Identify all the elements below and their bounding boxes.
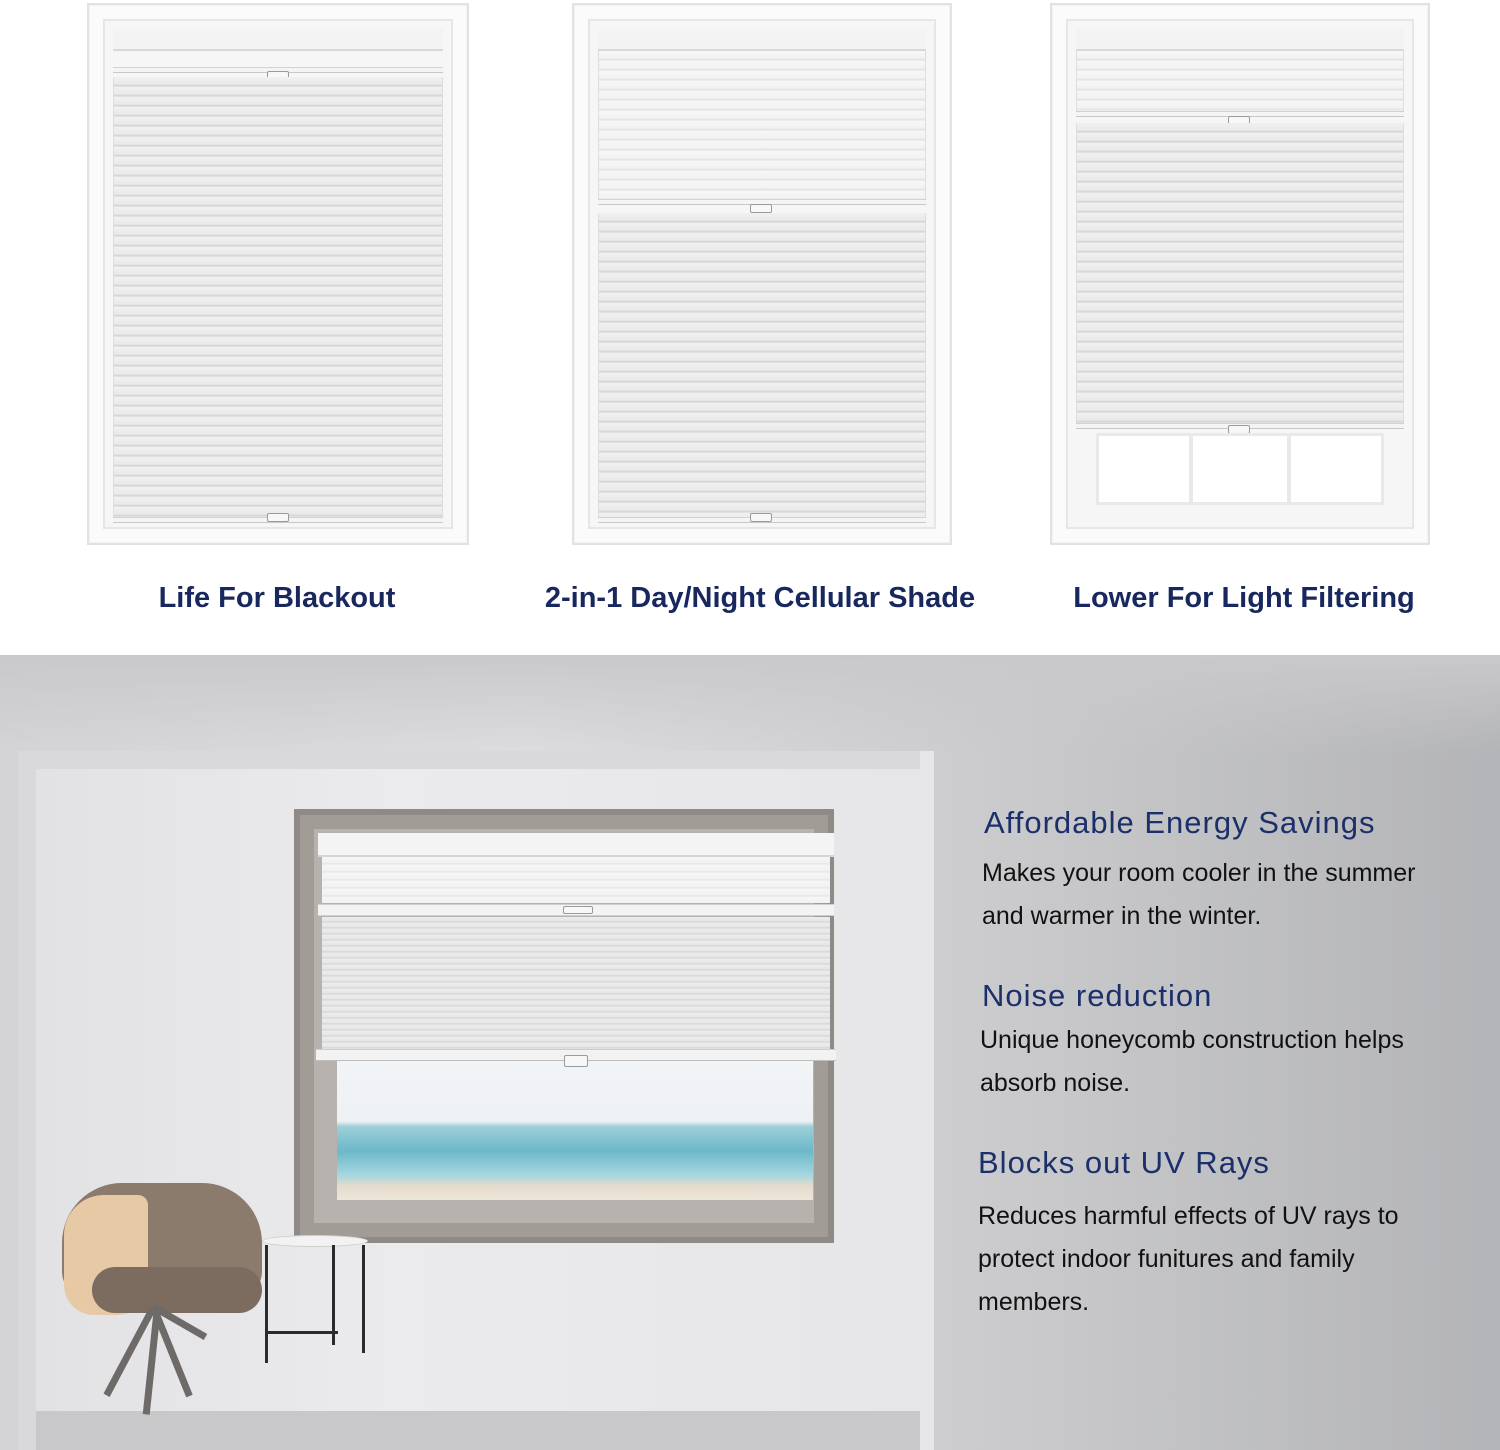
- room-scene: [0, 655, 1500, 1450]
- feature-body-energy: Makes your room cooler in the summer and warmer in the winter.: [982, 859, 1416, 930]
- bottom-rail-handle-icon: [750, 513, 772, 522]
- feature-title-energy: Affordable Energy Savings: [984, 805, 1376, 840]
- blackout-window-illustration: [87, 3, 469, 545]
- feature-title-noise: Noise reduction: [982, 978, 1213, 1013]
- light-filtering-window-illustration: [1050, 3, 1430, 545]
- shade-top-fabric: [322, 857, 830, 903]
- day-night-window-illustration: [572, 3, 952, 545]
- feature-body-noise: Unique honeycomb construction helps absorb noise.: [980, 1026, 1404, 1097]
- caption-day-night: 2-in-1 Day/Night Cellular Shade: [544, 582, 976, 614]
- shade-headrail: [318, 833, 834, 857]
- shade-middle-handle-icon: [563, 906, 593, 914]
- shade-bottom-fabric: [322, 917, 830, 1049]
- shade-bottom-handle-icon: [564, 1055, 588, 1067]
- middle-rail-handle-icon: [750, 204, 772, 213]
- caption-light-filtering: Lower For Light Filtering: [1073, 582, 1415, 614]
- feature-title-uv: Blocks out UV Rays: [978, 1145, 1270, 1180]
- feature-body-uv: Reduces harmful effects of UV rays to protect indoor funitures and family members.: [978, 1202, 1399, 1316]
- bottom-rail-handle-icon: [267, 513, 289, 522]
- shade-modes-section: [0, 0, 1500, 655]
- floor: [36, 1411, 930, 1450]
- caption-blackout: Life For Blackout: [158, 582, 396, 614]
